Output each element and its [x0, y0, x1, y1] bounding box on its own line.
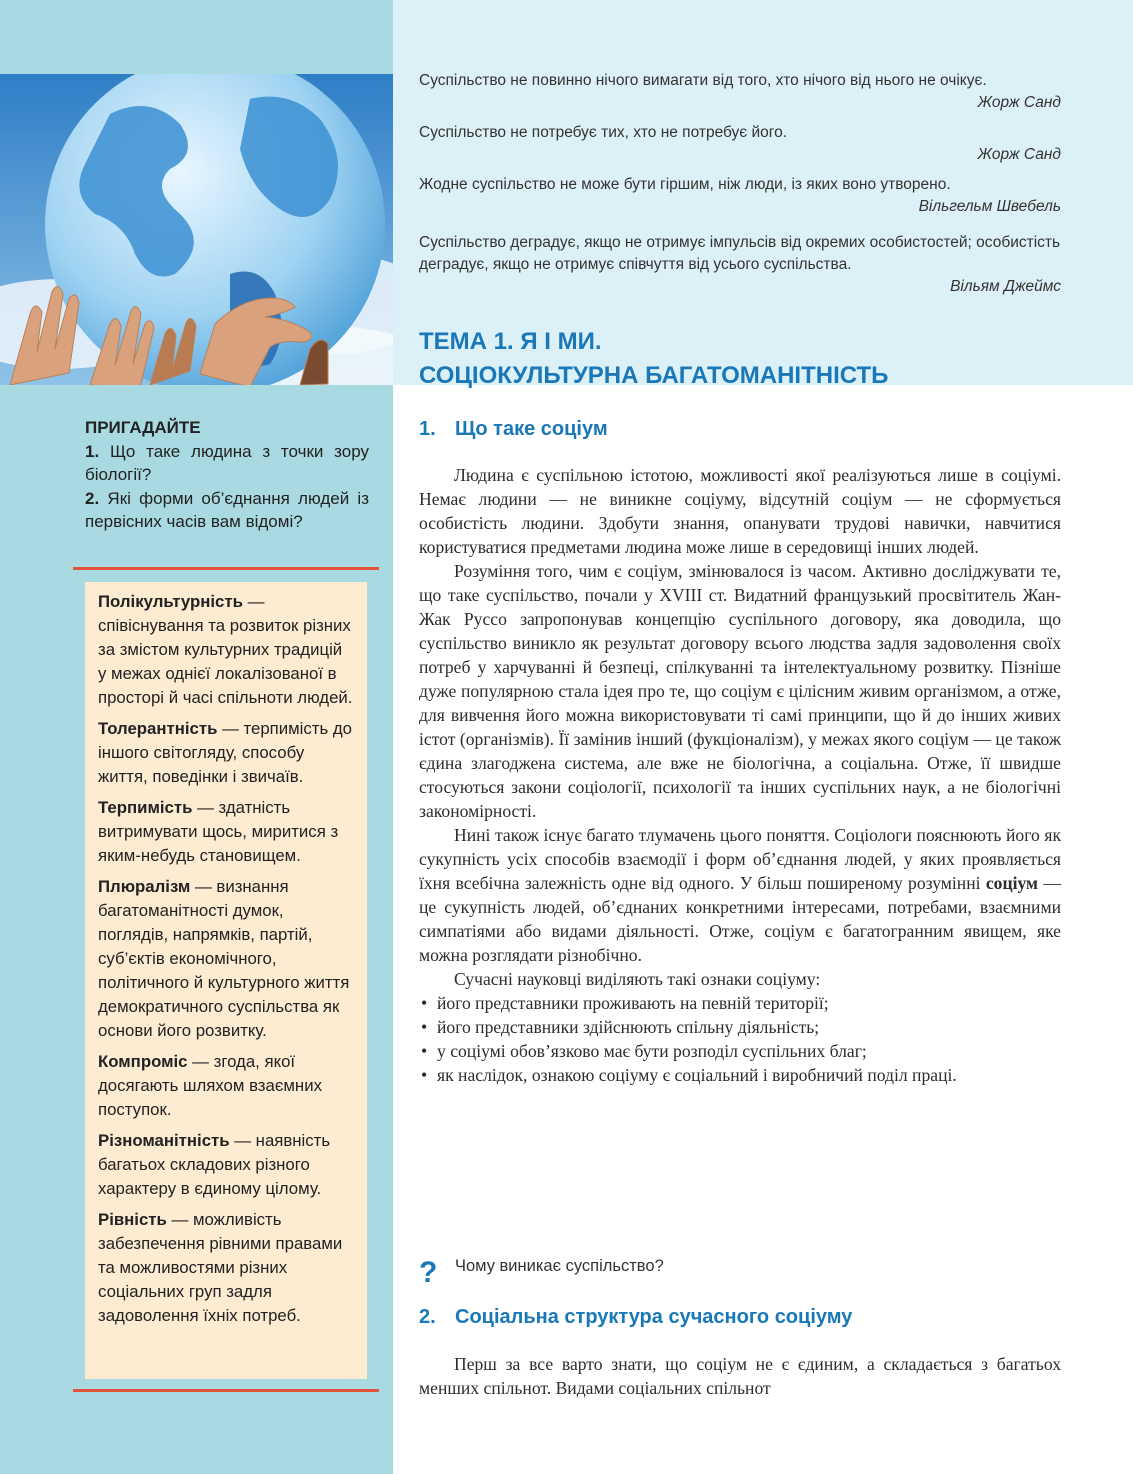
paragraph-text: — це сукупність людей, об’єднаних конкретними інтересами, потребами, взаємними симпатіями або видами діяльності. Отже, соціум є багатогранним явищем, яке можна розглядати різнобічно. — [419, 873, 1061, 965]
term-bold: соціум — [985, 873, 1039, 893]
paragraph — [419, 823, 1061, 967]
glossary-entry — [98, 1208, 355, 1328]
quote-author: Вільям Джеймс — [950, 278, 1061, 295]
glossary-definition: — наявність багатьох складових різного характеру в єдиному цілому. — [98, 1131, 331, 1198]
quote-text: Суспільство не повинно нічого вимагати від того, хто нічого від нього не очікує. — [419, 72, 987, 89]
list-item: • у соціумі обов’язково має бути розподіл суспільних благ; — [437, 1039, 1061, 1063]
item-text: Що таке людина з точки зору біології? — [85, 441, 369, 484]
item-number: 1. — [85, 441, 100, 461]
topic-title-line1: ТЕМА 1. Я І МИ. — [419, 328, 602, 355]
features-list — [419, 991, 1061, 1087]
glossary-definition: — співіснування та розвиток різних за змістом культурних традицій у межах однієї локалізованої в просторі й часі спільноти людей. — [98, 592, 353, 707]
glossary-definition: — згода, якої досягають шляхом взаємних поступок. — [98, 1052, 322, 1119]
question-icon: ? — [419, 1256, 438, 1289]
quote — [419, 174, 1061, 218]
quote-text: Суспільство деградує, якщо не отримує імпульсів від окремих особистостей; особистість деградує, якщо не отримує співчуття від усього суспільства. — [419, 234, 1061, 273]
quote-author: Жорж Санд — [977, 94, 1061, 111]
section-number: 2. — [419, 1306, 436, 1328]
paragraph-text: Нині також існує багато тлумачень цього поняття. Соціологи пояснюють його як сукупність усіх способів взаємодії і форм об’єднання людей, у яких проявляється їхня всебічна залежність одне від одного. У більш поширеному розумінні — [419, 825, 1061, 893]
section-number: 1. — [419, 418, 436, 440]
section-heading — [419, 418, 608, 441]
section-body — [419, 1352, 1061, 1400]
globe-hands-image — [0, 74, 393, 385]
epigraph-quotes — [419, 70, 1061, 306]
glossary-term: Плюралізм — [98, 877, 191, 896]
list-item: • його представники проживають на певній території; — [437, 991, 1061, 1015]
section-title: Соціальна структура сучасного соціуму — [455, 1306, 853, 1328]
glossary-entry — [98, 875, 355, 1043]
paragraph: Розуміння того, чим є соціум, змінювалося із часом. Активно досліджувати те, що таке суспільство, почали у XVIII ст. Видатний французький просвітитель Жан-Жак Руссо запропонував концепцію суспільного договору, яка доводила, що суспільство виникло як результат договору всього людства задля задоволення своїх потреб у харчуванні й безпеці, спілкуванні та інтелектуальному розвитку. Пізніше дуже популярною стала ідея про те, що соціум є цілісним живим організмом, а отже, для вивчення його можна використовувати ті самі принципи, що й до інших живих істот (організмів). Її замінив інший (фукціоналізм), у межах якого соціум — це також єдина злагоджена система, але вже не біологічна, а соціальна. Отже, її швидше стосуються закони соціології, психології та інших суспільних наук, а не біологічні закономірності. — [419, 561, 1061, 821]
remember-title: ПРИГАДАЙТЕ — [85, 418, 201, 437]
glossary-entry — [98, 1129, 355, 1201]
glossary-definition: — терпимість до іншого світогляду, способу життя, поведінки і звичаїв. — [98, 719, 353, 786]
quote-author: Вільгельм Швебель — [918, 198, 1061, 215]
list-item: • як наслідок, ознакою соціуму є соціальний і виробничий поділ праці. — [437, 1063, 1061, 1087]
glossary-entry — [98, 1050, 355, 1122]
quote — [419, 70, 1061, 114]
list-item: • його представники здійснюють спільну діяльність; — [437, 1015, 1061, 1039]
glossary-box — [85, 582, 367, 1379]
quote-text: Суспільство не потребує тих, хто не потребує його. — [419, 124, 788, 141]
glossary-definition: — здатність витримувати щось, миритися з яким-небудь становищем. — [98, 798, 339, 865]
glossary-term: Терпимість — [98, 798, 193, 817]
quote-author: Жорж Санд — [977, 146, 1061, 163]
remember-item — [85, 440, 369, 487]
topic-title — [419, 325, 888, 393]
paragraph: Людина є суспільною істотою, можливості якої реалізуються лише в соціумі. Немає людини — не виникне соціуму, відсутній соціум — не сформується особистість людини. Здобути знання, опанувати трудові навички, навчитися користуватися предметами людина може лише в середовищі інших людей. — [419, 465, 1061, 557]
remember-item — [85, 487, 369, 534]
item-text: Які форми об’єднання людей із первісних часів вам відомі? — [85, 488, 369, 531]
divider — [73, 1389, 379, 1392]
glossary-term: Полікультурність — [98, 592, 243, 611]
glossary-term: Рівність — [98, 1210, 167, 1229]
quote — [419, 122, 1061, 166]
glossary-definition: — визнання багатоманітності думок, поглядів, напрямків, партій, суб’єктів економічного, політичного й культурного життя демократичного суспільства як основи його розвитку. — [98, 877, 350, 1040]
divider — [73, 567, 379, 570]
paragraph: Сучасні науковці виділяють такі ознаки соціуму: — [454, 969, 821, 989]
item-number: 2. — [85, 488, 100, 508]
question-text: Чому виникає суспільство? — [455, 1257, 664, 1275]
remember-box — [85, 416, 369, 534]
quote-text: Жодне суспільство не може бути гіршим, ніж люди, із яких воно утворено. — [419, 176, 951, 193]
quote — [419, 232, 1061, 298]
glossary-definition: — можливість забезпечення рівними правами та можливостями різних соціальних груп задля задоволення їхніх потреб. — [98, 1210, 343, 1325]
glossary-entry — [98, 796, 355, 868]
section-title: Що таке соціум — [455, 418, 608, 440]
paragraph: Перш за все варто знати, що соціум не є єдиним, а складається з багатьох менших спільнот. Видами соціальних спільнот — [419, 1354, 1061, 1398]
glossary-entry — [98, 590, 355, 710]
section-body — [419, 463, 1061, 1087]
glossary-entry — [98, 717, 355, 789]
glossary-term: Толерантність — [98, 719, 218, 738]
glossary-term: Різноманітність — [98, 1131, 230, 1150]
glossary-term: Компроміс — [98, 1052, 188, 1071]
section-heading — [419, 1306, 852, 1329]
topic-title-line2: СОЦІОКУЛЬТУРНА БАГАТОМАНІТНІСТЬ — [419, 362, 889, 389]
